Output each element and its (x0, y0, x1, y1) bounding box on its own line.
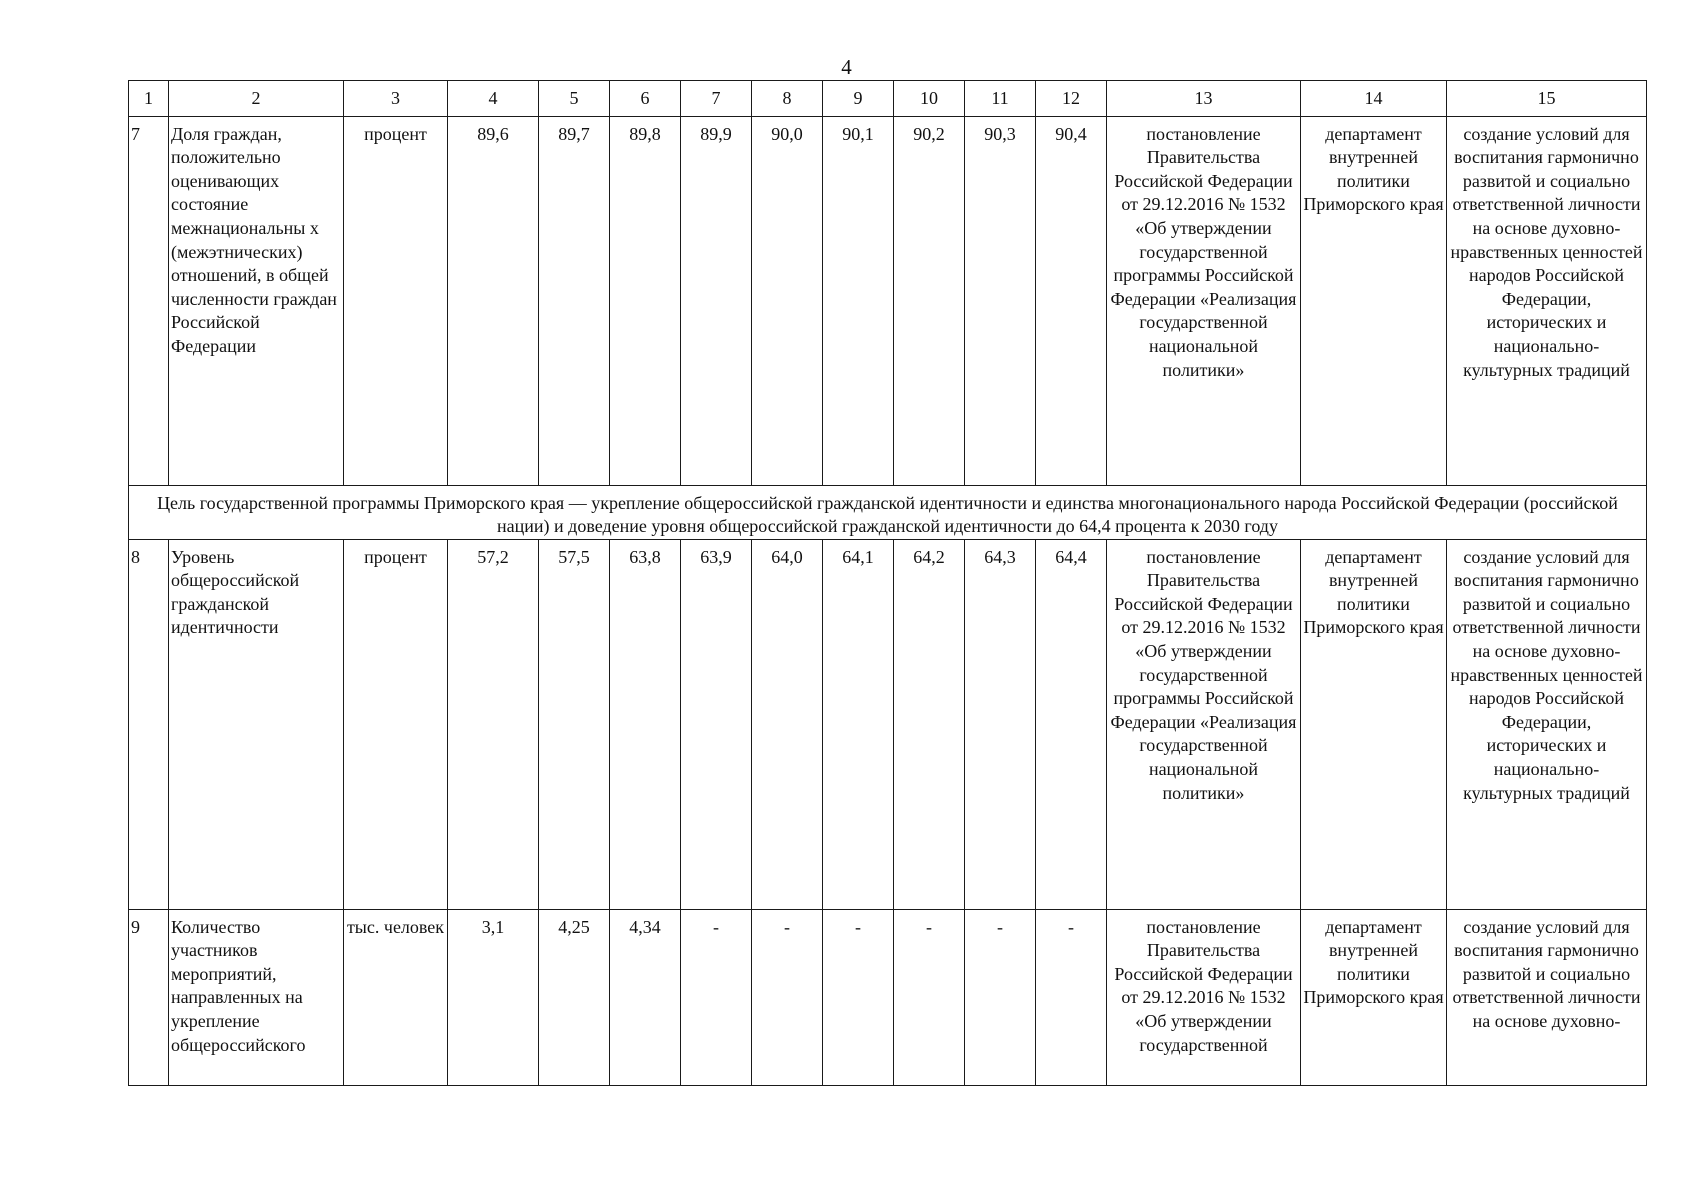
value-cell: 64,0 (752, 539, 823, 909)
header-cell: 7 (681, 81, 752, 117)
header-cell: 12 (1036, 81, 1107, 117)
indicator-name: Уровень общероссийской гражданской идентичности (169, 539, 344, 909)
value-cell: 57,5 (539, 539, 610, 909)
value-cell: 89,7 (539, 116, 610, 485)
header-cell: 11 (965, 81, 1036, 117)
department-cell: департамент внутренней политики Приморского края (1301, 539, 1447, 909)
value-cell: - (894, 909, 965, 1085)
department-cell: департамент внутренней политики Приморского края (1301, 116, 1447, 485)
value-cell: - (1036, 909, 1107, 1085)
value-cell: 63,9 (681, 539, 752, 909)
header-cell: 8 (752, 81, 823, 117)
table-header-row (129, 81, 1647, 117)
indicator-name: Количество участников мероприятий, направленных на укрепление общероссийского (169, 909, 344, 1085)
unit-cell: процент (344, 116, 448, 485)
value-cell: 64,4 (1036, 539, 1107, 909)
value-cell: 64,1 (823, 539, 894, 909)
value-cell: 89,6 (448, 116, 539, 485)
value-cell: 63,8 (610, 539, 681, 909)
header-cell: 3 (344, 81, 448, 117)
row-number: 8 (129, 539, 169, 909)
table-row (129, 539, 1647, 909)
table-row (129, 909, 1647, 1085)
legal-basis-cell: постановление Правительства Российской Федерации от 29.12.2016 № 1532 «Об утверждении государственной программы Российской Федерации «Реализация государственной национальной политики» (1107, 116, 1301, 485)
value-cell: - (823, 909, 894, 1085)
legal-basis-cell: постановление Правительства Российской Федерации от 29.12.2016 № 1532 «Об утверждении государственной программы Российской Федерации «Реализация государственной национальной политики» (1107, 539, 1301, 909)
goal-cell: создание условий для воспитания гармонично развитой и социально ответственной личности на основе духовно- (1447, 909, 1647, 1085)
program-goal-text: Цель государственной программы Приморского края — укрепление общероссийской гражданской идентичности и единства многонационального народа Российской Федерации (российской нации) и доведение уровня общероссийской гражданской идентичности до 64,4 процента к 2030 году (129, 485, 1647, 539)
value-cell: 90,3 (965, 116, 1036, 485)
header-cell: 6 (610, 81, 681, 117)
goal-cell: создание условий для воспитания гармонично развитой и социально ответственной личности на основе духовно-нравственных ценностей народов Российской Федерации, исторических и национально-культурных традиций (1447, 539, 1647, 909)
unit-cell: тыс. человек (344, 909, 448, 1085)
value-cell: 4,25 (539, 909, 610, 1085)
row-number: 9 (129, 909, 169, 1085)
program-goal-row (129, 485, 1647, 539)
value-cell: 90,2 (894, 116, 965, 485)
value-cell: 4,34 (610, 909, 681, 1085)
header-cell: 9 (823, 81, 894, 117)
row-number: 7 (129, 116, 169, 485)
value-cell: - (681, 909, 752, 1085)
value-cell: - (965, 909, 1036, 1085)
legal-basis-cell: постановление Правительства Российской Федерации от 29.12.2016 № 1532 «Об утверждении государственной (1107, 909, 1301, 1085)
value-cell: - (752, 909, 823, 1085)
header-cell: 2 (169, 81, 344, 117)
indicator-name: Доля граждан, положительно оценивающих состояние межнациональны х (межэтнических) отношений, в общей численности граждан Российской Федерации (169, 116, 344, 485)
table-row (129, 116, 1647, 485)
goal-cell: создание условий для воспитания гармонично развитой и социально ответственной личности на основе духовно-нравственных ценностей народов Российской Федерации, исторических и национально-культурных традиций (1447, 116, 1647, 485)
header-cell: 14 (1301, 81, 1447, 117)
unit-cell: процент (344, 539, 448, 909)
value-cell: 90,1 (823, 116, 894, 485)
header-cell: 4 (448, 81, 539, 117)
value-cell: 3,1 (448, 909, 539, 1085)
value-cell: 64,3 (965, 539, 1036, 909)
header-cell: 15 (1447, 81, 1647, 117)
page-number: 4 (841, 55, 852, 79)
value-cell: 64,2 (894, 539, 965, 909)
header-cell: 5 (539, 81, 610, 117)
header-cell: 1 (129, 81, 169, 117)
department-cell: департамент внутренней политики Приморского края (1301, 909, 1447, 1085)
value-cell: 89,8 (610, 116, 681, 485)
indicators-table (128, 80, 1647, 1086)
value-cell: 90,0 (752, 116, 823, 485)
value-cell: 89,9 (681, 116, 752, 485)
value-cell: 57,2 (448, 539, 539, 909)
value-cell: 90,4 (1036, 116, 1107, 485)
header-cell: 13 (1107, 81, 1301, 117)
header-cell: 10 (894, 81, 965, 117)
